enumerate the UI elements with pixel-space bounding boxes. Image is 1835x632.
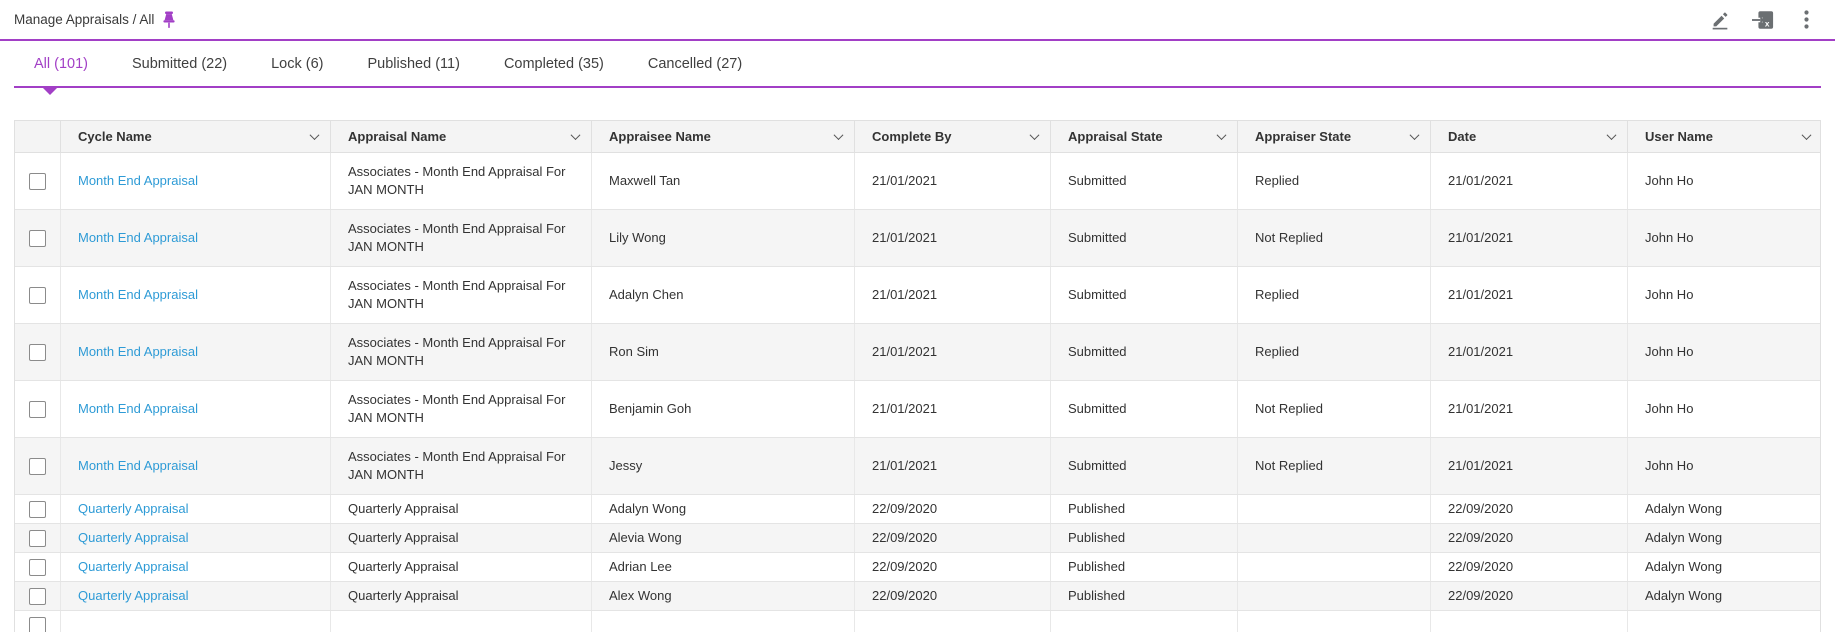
appraisee-name-cell: Jessy [592, 438, 855, 494]
cycle-name-link[interactable]: Quarterly Appraisal [78, 588, 189, 603]
appraisal-name-cell: Associates - Month End Appraisal For JAN MONTH [331, 438, 592, 494]
appraisee-name-cell: Adalyn Wong [592, 495, 855, 523]
row-checkbox[interactable] [29, 617, 46, 632]
export-to-excel-icon[interactable] [1750, 7, 1776, 33]
user-name-cell: John Ho [1645, 458, 1694, 473]
appraisee-name-cell: Adrian Lee [592, 553, 855, 581]
header-date[interactable]: Date [1431, 121, 1628, 152]
appraisal-name-cell: Associates - Month End Appraisal For JAN MONTH [331, 267, 592, 323]
date-cell: 21/01/2021 [1431, 267, 1628, 323]
cycle-name-cell [61, 495, 331, 523]
row-checkbox[interactable] [29, 501, 46, 518]
tab-lock[interactable]: Lock (6) [271, 55, 324, 72]
complete-by-cell: 21/01/2021 [855, 324, 1051, 380]
date-cell: 21/01/2021 [1431, 153, 1628, 209]
appraisee-name-cell: Adalyn Chen [592, 267, 855, 323]
appraiser-state-cell: Replied [1238, 267, 1431, 323]
appraisee-name-cell: Alevia Wong [592, 524, 855, 552]
table-row [15, 324, 1820, 381]
header-appraiser-state[interactable]: Appraiser State [1238, 121, 1431, 152]
header-appraisal-name[interactable]: Appraisal Name [331, 121, 592, 152]
appraiser-state-cell [1238, 524, 1431, 552]
table-row [15, 524, 1820, 553]
table-row [15, 210, 1820, 267]
date-cell: 21/01/2021 [1431, 381, 1628, 437]
checkbox-cell [15, 324, 61, 380]
appraisal-state-cell: Submitted [1051, 210, 1238, 266]
kebab-menu-icon[interactable] [1793, 7, 1819, 33]
chevron-down-icon[interactable] [834, 130, 844, 140]
table-row [15, 438, 1820, 495]
chevron-down-icon[interactable] [1802, 130, 1812, 140]
header-checkbox-column [15, 121, 61, 152]
table-row [15, 495, 1820, 524]
row-checkbox[interactable] [29, 530, 46, 547]
table-row [15, 267, 1820, 324]
cycle-name-link[interactable]: Month End Appraisal [78, 287, 198, 302]
cycle-name-cell [61, 381, 331, 437]
user-name-cell: Adalyn Wong [1645, 559, 1723, 574]
user-name-cell: Adalyn Wong [1645, 501, 1723, 516]
appraisal-state-cell: Submitted [1051, 267, 1238, 323]
chevron-down-icon[interactable] [1607, 130, 1617, 140]
table-row [15, 381, 1820, 438]
tab-bar [14, 41, 1821, 88]
user-name-cell: John Ho [1645, 401, 1694, 416]
row-checkbox[interactable] [29, 344, 46, 361]
breadcrumb: Manage Appraisals / All [14, 12, 155, 27]
table-header-row [15, 121, 1820, 153]
checkbox-cell [15, 153, 61, 209]
tab-all[interactable]: All (101) [34, 55, 88, 72]
checkbox-cell [15, 267, 61, 323]
appraiser-state-cell: Not Replied [1238, 438, 1431, 494]
row-checkbox[interactable] [29, 458, 46, 475]
header-appraisal-state[interactable]: Appraisal State [1051, 121, 1238, 152]
checkbox-cell [15, 438, 61, 494]
table-row [15, 553, 1820, 582]
complete-by-cell: 21/01/2021 [855, 210, 1051, 266]
table-row [15, 153, 1820, 210]
appraisal-state-cell: Submitted [1051, 153, 1238, 209]
cycle-name-link[interactable]: Month End Appraisal [78, 401, 198, 416]
user-name-cell: Adalyn Wong [1645, 588, 1723, 603]
complete-by-cell: 21/01/2021 [855, 267, 1051, 323]
appraisal-state-cell: Published [1051, 582, 1238, 610]
appraisee-name-cell: Maxwell Tan [592, 153, 855, 209]
complete-by-cell: 22/09/2020 [855, 524, 1051, 552]
cycle-name-link[interactable]: Month End Appraisal [78, 458, 198, 473]
checkbox-cell [15, 381, 61, 437]
appraisal-name-cell: Associates - Month End Appraisal For JAN MONTH [331, 210, 592, 266]
appraisal-name-cell: Associates - Month End Appraisal For JAN MONTH [331, 381, 592, 437]
date-cell: 22/09/2020 [1431, 582, 1628, 610]
row-checkbox[interactable] [29, 559, 46, 576]
chevron-down-icon[interactable] [1030, 130, 1040, 140]
appraisal-state-cell: Submitted [1051, 324, 1238, 380]
appraiser-state-cell: Not Replied [1238, 381, 1431, 437]
header-appraisee-name[interactable]: Appraisee Name [592, 121, 855, 152]
checkbox-cell [15, 210, 61, 266]
appraisal-state-cell: Submitted [1051, 381, 1238, 437]
appraisal-name-cell: Quarterly Appraisal [331, 553, 592, 581]
cycle-name-cell [61, 553, 331, 581]
user-name-cell: John Ho [1645, 173, 1694, 188]
chevron-down-icon[interactable] [1410, 130, 1420, 140]
complete-by-cell: 21/01/2021 [855, 438, 1051, 494]
tab-cancelled[interactable]: Cancelled (27) [647, 55, 743, 72]
checkbox-cell [15, 611, 61, 632]
appraisals-table [14, 120, 1821, 632]
pushpin-icon[interactable] [162, 11, 178, 29]
appraiser-state-cell [1238, 553, 1431, 581]
date-cell: 22/09/2020 [1431, 553, 1628, 581]
checkbox-cell [15, 495, 61, 523]
checkbox-cell [15, 582, 61, 610]
row-checkbox[interactable] [29, 401, 46, 418]
appraiser-state-cell [1238, 495, 1431, 523]
titlebar [0, 0, 1835, 41]
cycle-name-link[interactable]: Month End Appraisal [78, 173, 198, 188]
header-complete-by[interactable]: Complete By [855, 121, 1051, 152]
appraisee-name-cell: Benjamin Goh [592, 381, 855, 437]
active-tab-pointer [42, 87, 58, 95]
appraisee-name-cell: Alex Wong [592, 582, 855, 610]
appraisal-state-cell: Published [1051, 553, 1238, 581]
tab-completed[interactable]: Completed (35) [503, 55, 604, 72]
cycle-name-cell [61, 524, 331, 552]
user-name-cell: John Ho [1645, 230, 1694, 245]
cycle-name-link[interactable]: Quarterly Appraisal [78, 559, 189, 574]
user-name-cell: John Ho [1645, 287, 1694, 302]
user-name-cell: John Ho [1645, 344, 1694, 359]
appraiser-state-cell: Replied [1238, 153, 1431, 209]
date-cell: 22/09/2020 [1431, 495, 1628, 523]
cycle-name-link[interactable]: Month End Appraisal [78, 344, 198, 359]
complete-by-cell: 22/09/2020 [855, 495, 1051, 523]
cycle-name-cell [61, 267, 331, 323]
cycle-name-cell [61, 324, 331, 380]
appraisal-state-cell: Published [1051, 495, 1238, 523]
tab-published[interactable]: Published (11) [367, 55, 460, 72]
cycle-name-cell [61, 153, 331, 209]
row-checkbox[interactable] [29, 287, 46, 304]
date-cell: 22/09/2020 [1431, 524, 1628, 552]
date-cell: 21/01/2021 [1431, 438, 1628, 494]
tab-submitted[interactable]: Submitted (22) [132, 55, 228, 72]
date-cell: 21/01/2021 [1431, 210, 1628, 266]
appraiser-state-cell: Not Replied [1238, 210, 1431, 266]
complete-by-cell: 22/09/2020 [855, 582, 1051, 610]
checkbox-cell [15, 524, 61, 552]
checkbox-cell [15, 553, 61, 581]
appraiser-state-cell: Replied [1238, 324, 1431, 380]
cycle-name-cell [61, 438, 331, 494]
chevron-down-icon[interactable] [310, 130, 320, 140]
date-cell: 21/01/2021 [1431, 324, 1628, 380]
chevron-down-icon[interactable] [571, 130, 581, 140]
complete-by-cell: 22/09/2020 [855, 553, 1051, 581]
appraisal-state-cell: Submitted [1051, 438, 1238, 494]
row-checkbox[interactable] [29, 588, 46, 605]
svg-text:x: x [1764, 18, 1770, 28]
table-row-partial [15, 611, 1820, 632]
appraisal-name-cell: Associates - Month End Appraisal For JAN MONTH [331, 324, 592, 380]
table-row [15, 582, 1820, 611]
cycle-name-cell [61, 582, 331, 610]
cycle-name-link[interactable]: Quarterly Appraisal [78, 530, 189, 545]
appraisal-state-cell: Published [1051, 524, 1238, 552]
appraisal-name-cell: Quarterly Appraisal [331, 495, 592, 523]
header-cycle-name[interactable]: Cycle Name [61, 121, 331, 152]
appraisal-name-cell: Associates - Month End Appraisal For JAN MONTH [331, 153, 592, 209]
cycle-name-link[interactable]: Quarterly Appraisal [78, 501, 189, 516]
complete-by-cell: 21/01/2021 [855, 153, 1051, 209]
complete-by-cell: 21/01/2021 [855, 381, 1051, 437]
header-user-name[interactable]: User Name [1628, 121, 1822, 152]
cycle-name-cell [61, 210, 331, 266]
appraisal-name-cell: Quarterly Appraisal [331, 524, 592, 552]
row-checkbox[interactable] [29, 173, 46, 190]
pencil-edit-icon[interactable] [1707, 7, 1733, 33]
appraisal-name-cell: Quarterly Appraisal [331, 582, 592, 610]
appraisee-name-cell: Lily Wong [592, 210, 855, 266]
chevron-down-icon[interactable] [1217, 130, 1227, 140]
appraisee-name-cell: Ron Sim [592, 324, 855, 380]
user-name-cell: Adalyn Wong [1645, 530, 1723, 545]
appraiser-state-cell [1238, 582, 1431, 610]
row-checkbox[interactable] [29, 230, 46, 247]
cycle-name-link[interactable]: Month End Appraisal [78, 230, 198, 245]
